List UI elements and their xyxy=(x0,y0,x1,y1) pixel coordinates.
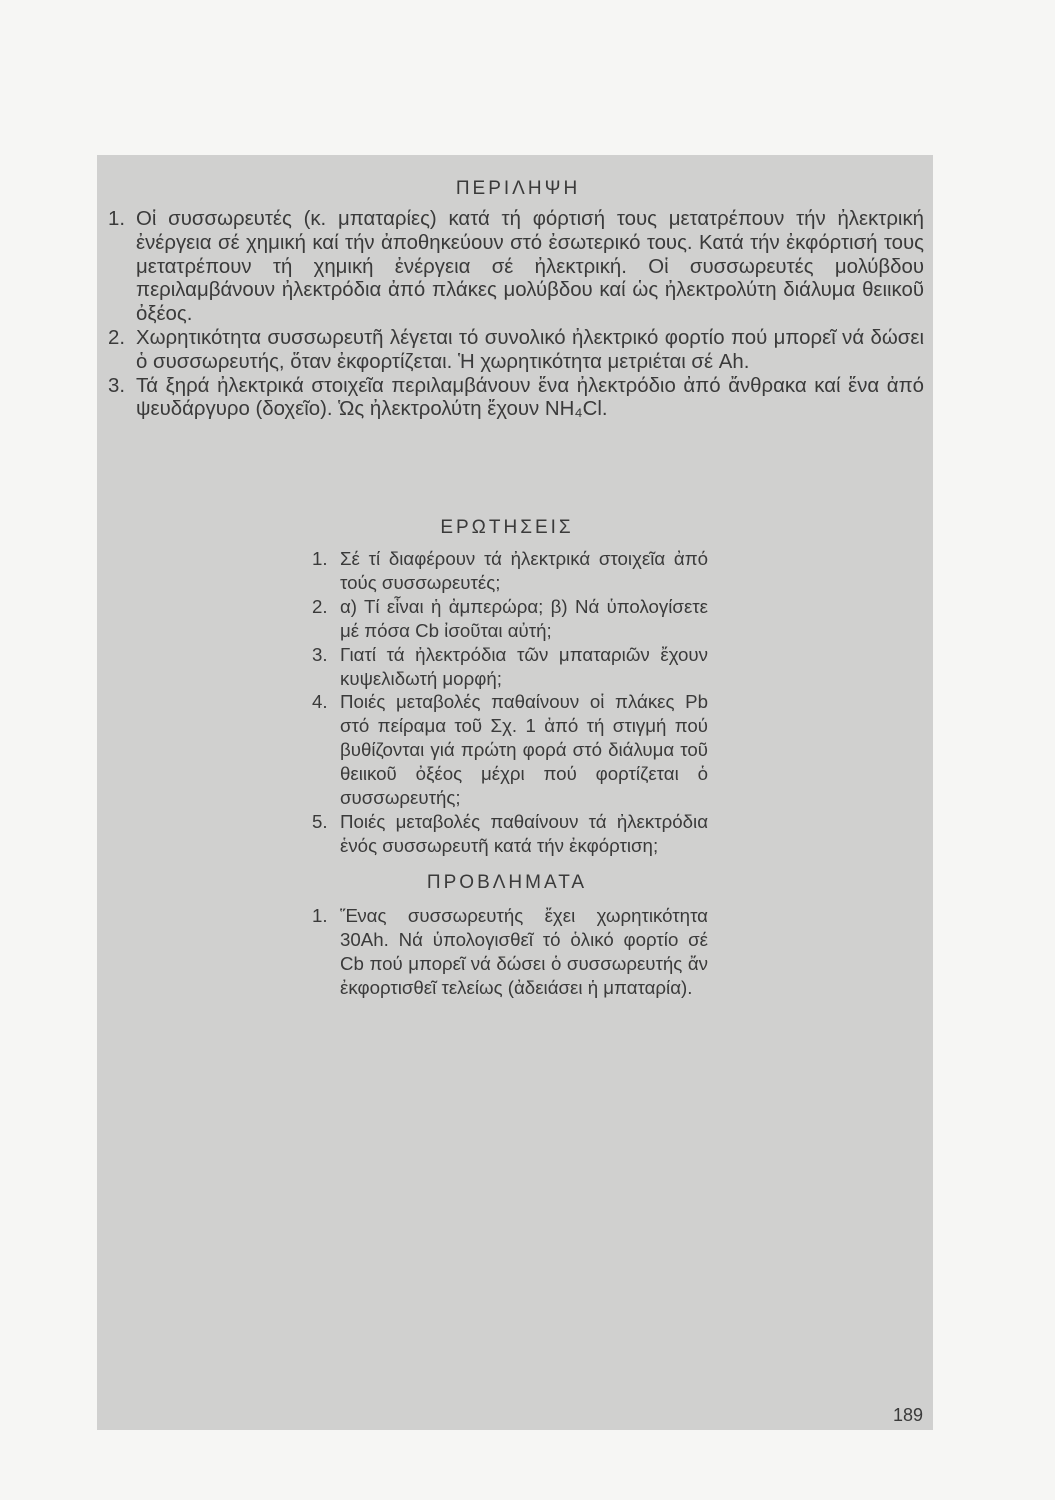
question-number: 4. xyxy=(312,691,328,713)
question-text: Σέ τί διαφέρουν τά ἠλεκτρικά στοιχεῖα ἀπό τούς συσσωρευτές; xyxy=(340,548,708,593)
summary-item-text: Τά ξηρά ἠλεκτρικά στοιχεῖα περιλαμβάνουν ἕνα ἠλεκτρόδιο ἀπό ἄνθρακα καί ἕνα ἀπό ψευδάργυρο (δοχεῖο). Ὡς ἠλεκτρολύτη ἔχουν NH₄Cl. xyxy=(136,374,924,421)
question-number: 5. xyxy=(312,810,328,832)
question-number: 2. xyxy=(312,595,328,617)
summary-list xyxy=(108,208,924,422)
summary-item-text: Χωρητικότητα συσσωρευτῆ λέγεται τό συνολικό ἠλεκτρικό φορτίο πού μπορεῖ νά δώσει ὁ συσσωρευτής, ὅταν ἐκφορτίζεται. Ἡ χωρητικότητα μετριέται σέ Ah. xyxy=(136,326,924,373)
question-text: α) Τί εἶναι ἡ ἀμπερώρα; β) Νά ὑπολογίσετε μέ πόσα Cb ἰσοῦται αὐτή; xyxy=(340,595,708,641)
question-text: Γιατί τά ἠλεκτρόδια τῶν μπαταριῶν ἔχουν κυψελιδωτή μορφή; xyxy=(340,643,708,689)
question-number: 1. xyxy=(312,548,328,569)
problem-item-1 xyxy=(312,904,708,1000)
question-item-4 xyxy=(312,690,708,810)
summary-item-number: 2. xyxy=(108,326,126,349)
summary-item-1 xyxy=(108,208,924,327)
question-item-5 xyxy=(312,810,708,858)
summary-item-2 xyxy=(108,327,924,375)
problems-heading: ΠΡΟΒΛΗΜΑΤΑ xyxy=(426,872,588,893)
problem-text: Ἕνας συσσωρευτής ἔχει χωρητικότητα 30Ah. Νά ὑπολογισθεῖ τό ὁλικό φορτίο σέ Cb πού μπορεῖ νά δώσει ὁ συσσωρευτής ἄν ἐκφορτισθεῖ τελείως (ἀδειάσει ἡ μπαταρία). xyxy=(340,905,708,998)
summary-item-3 xyxy=(108,375,924,423)
problem-number: 1. xyxy=(312,905,328,926)
question-item-1 xyxy=(312,547,708,595)
questions-list xyxy=(312,547,708,858)
question-number: 3. xyxy=(312,643,328,665)
question-text: Ποιές μεταβολές παθαίνουν οἱ πλάκες Pb στό πείραμα τοῦ Σχ. 1 ἀπό τή στιγμή πού βυθίζονται γιά πρώτη φορά στό διάλυμα τοῦ θειικοῦ ὀξέος μέχρι πού φορτίζεται ὁ συσσωρευτής; xyxy=(340,691,708,809)
page-number: 189 xyxy=(893,1405,924,1425)
summary-item-text: Οἱ συσσωρευτές (κ. μπαταρίες) κατά τή φόρτισή τους μετατρέπουν τήν ἠλεκτρική ἐνέργεια σέ χημική καί τήν ἀποθηκεύουν στό ἐσωτερικό τους. Κατά τήν ἐκφόρτισή τους μετατρέπουν τή χημική ἐνέργεια σέ ἠλεκτρική. Οἱ συσσωρευτές μολύβδου περιλαμβάνουν ἠλεκτρόδια ἀπό πλάκες μολύβδου καί ὡς ἠλεκτρολύτη διάλυμα θειικοῦ ὀξέος. xyxy=(136,208,924,326)
question-item-2 xyxy=(312,595,708,643)
summary-item-number: 1. xyxy=(108,208,126,230)
question-text: Ποιές μεταβολές παθαίνουν τά ἠλεκτρόδια ἑνός συσσωρευτῆ κατά τήν ἐκφόρτιση; xyxy=(340,810,708,856)
question-item-3 xyxy=(312,643,708,691)
summary-item-number: 3. xyxy=(108,374,126,397)
problems-list xyxy=(312,904,708,1000)
summary-heading: ΠΕΡΙΛΗΨΗ xyxy=(455,178,581,199)
questions-heading: ΕΡΩΤΗΣΕΙΣ xyxy=(440,517,574,538)
